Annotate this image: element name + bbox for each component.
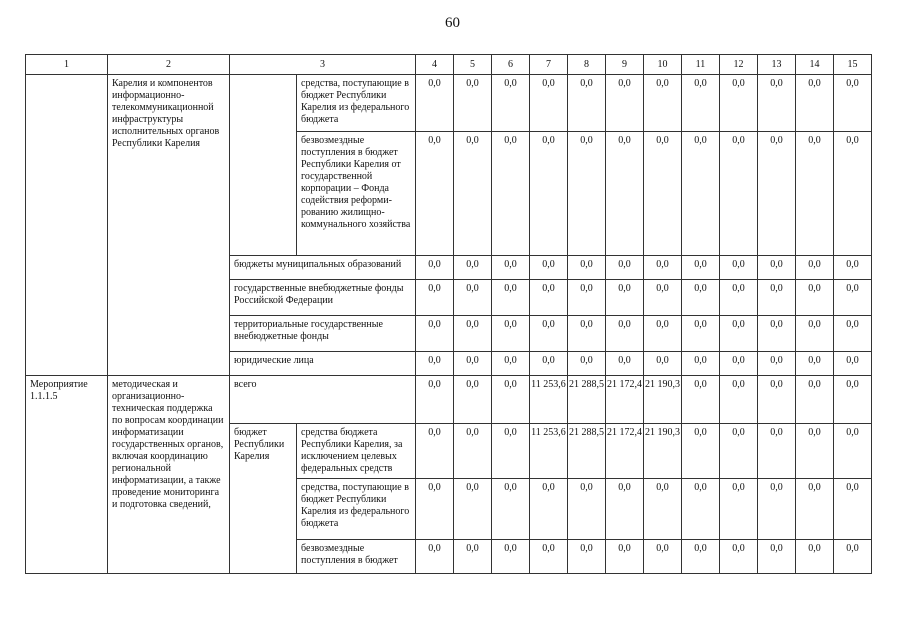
header-cell: 10	[644, 55, 682, 75]
header-cell: 9	[606, 55, 644, 75]
value-cell: 0,0	[454, 316, 492, 352]
value-cell: 0,0	[492, 424, 530, 479]
table-row	[26, 75, 872, 132]
source-label: всего	[230, 376, 416, 424]
value-cell: 0,0	[416, 540, 454, 574]
value-cell: 0,0	[644, 75, 682, 132]
value-cell: 0,0	[834, 280, 872, 316]
source-label: средства, поступающие в бюджет Республики Карелия из федерального бюджета	[297, 75, 416, 132]
source-label: средства, поступающие в бюджет Республики Карелия из федерального бюджета	[297, 479, 416, 540]
value-cell: 0,0	[454, 352, 492, 376]
value-cell: 0,0	[492, 256, 530, 280]
value-cell: 0,0	[644, 256, 682, 280]
value-cell: 0,0	[758, 132, 796, 256]
value-cell: 0,0	[796, 352, 834, 376]
value-cell: 0,0	[416, 75, 454, 132]
value-cell: 21 172,4	[606, 424, 644, 479]
value-cell: 0,0	[530, 316, 568, 352]
value-cell: 0,0	[796, 540, 834, 574]
value-cell: 0,0	[530, 479, 568, 540]
value-cell: 0,0	[682, 280, 720, 316]
value-cell: 0,0	[644, 479, 682, 540]
value-cell: 0,0	[530, 540, 568, 574]
table-row	[26, 376, 872, 424]
header-cell: 12	[720, 55, 758, 75]
value-cell: 0,0	[720, 316, 758, 352]
budget-cell	[230, 75, 297, 256]
value-cell: 0,0	[758, 280, 796, 316]
value-cell: 0,0	[492, 376, 530, 424]
value-cell: 0,0	[834, 316, 872, 352]
activity-cell: Мероприятие 1.1.1.5	[26, 376, 108, 574]
value-cell: 0,0	[834, 424, 872, 479]
value-cell: 0,0	[758, 376, 796, 424]
value-cell: 0,0	[720, 540, 758, 574]
value-cell: 11 253,6	[530, 376, 568, 424]
value-cell: 21 288,5	[568, 376, 606, 424]
value-cell: 0,0	[834, 479, 872, 540]
value-cell: 0,0	[568, 75, 606, 132]
value-cell: 0,0	[530, 256, 568, 280]
value-cell: 0,0	[834, 256, 872, 280]
value-cell: 0,0	[758, 75, 796, 132]
source-label: юридические лица	[230, 352, 416, 376]
value-cell: 0,0	[834, 376, 872, 424]
value-cell: 0,0	[530, 75, 568, 132]
value-cell: 21 288,5	[568, 424, 606, 479]
header-cell: 4	[416, 55, 454, 75]
value-cell: 0,0	[720, 280, 758, 316]
value-cell: 0,0	[644, 132, 682, 256]
value-cell: 0,0	[644, 540, 682, 574]
value-cell: 0,0	[758, 540, 796, 574]
header-cell: 1	[26, 55, 108, 75]
source-label: безвозмездные поступления в бюджет	[297, 540, 416, 574]
value-cell: 0,0	[568, 132, 606, 256]
header-cell: 13	[758, 55, 796, 75]
value-cell: 0,0	[758, 424, 796, 479]
value-cell: 0,0	[758, 316, 796, 352]
value-cell: 0,0	[758, 352, 796, 376]
source-label: средства бюджета Республики Карелия, за исключением целевых федеральных средств	[297, 424, 416, 479]
value-cell: 0,0	[720, 75, 758, 132]
header-row	[26, 55, 872, 75]
value-cell: 0,0	[492, 479, 530, 540]
value-cell: 0,0	[682, 132, 720, 256]
value-cell: 0,0	[416, 316, 454, 352]
value-cell: 0,0	[796, 424, 834, 479]
budget-table	[25, 54, 872, 574]
value-cell: 0,0	[796, 132, 834, 256]
value-cell: 0,0	[834, 540, 872, 574]
value-cell: 0,0	[492, 280, 530, 316]
description-cell: Карелия и компонентов информационно-телекоммуникационной инфраструктуры исполнительных органов Республики Карелия	[108, 75, 230, 376]
value-cell: 0,0	[568, 352, 606, 376]
value-cell: 0,0	[492, 132, 530, 256]
value-cell: 0,0	[454, 424, 492, 479]
value-cell: 0,0	[416, 132, 454, 256]
activity-cell	[26, 75, 108, 376]
value-cell: 0,0	[758, 256, 796, 280]
value-cell: 0,0	[682, 256, 720, 280]
page-number: 60	[445, 15, 460, 31]
description-cell: методическая и организационно-техническая поддержка по вопросам координации информатизации государственных органов, включая координацию региональной информатизации, а также проведение мониторинга и подготовка сведений,	[108, 376, 230, 574]
value-cell: 0,0	[796, 479, 834, 540]
value-cell: 0,0	[492, 352, 530, 376]
value-cell: 0,0	[682, 75, 720, 132]
value-cell: 0,0	[720, 376, 758, 424]
value-cell: 0,0	[606, 316, 644, 352]
source-label: государственные внебюджетные фонды Российской Федерации	[230, 280, 416, 316]
source-label: безвозмездные поступления в бюджет Республики Карелия от государственной корпорации – Фонда содействия реформи-рованию жилищно-коммунального хозяйства	[297, 132, 416, 256]
value-cell: 0,0	[568, 256, 606, 280]
value-cell: 0,0	[644, 280, 682, 316]
budget-cell: бюджет Республики Карелия	[230, 424, 297, 574]
value-cell: 0,0	[720, 132, 758, 256]
value-cell: 0,0	[606, 256, 644, 280]
source-label: территориальные государственные внебюджетные фонды	[230, 316, 416, 352]
value-cell: 21 172,4	[606, 376, 644, 424]
value-cell: 0,0	[416, 256, 454, 280]
source-label: бюджеты муниципальных образований	[230, 256, 416, 280]
value-cell: 0,0	[606, 352, 644, 376]
value-cell: 0,0	[682, 376, 720, 424]
header-cell: 8	[568, 55, 606, 75]
value-cell: 0,0	[492, 75, 530, 132]
value-cell: 0,0	[758, 479, 796, 540]
value-cell: 0,0	[416, 376, 454, 424]
value-cell: 0,0	[682, 316, 720, 352]
value-cell: 0,0	[454, 75, 492, 132]
value-cell: 0,0	[568, 479, 606, 540]
value-cell: 0,0	[720, 479, 758, 540]
header-cell: 2	[108, 55, 230, 75]
header-cell: 15	[834, 55, 872, 75]
value-cell: 0,0	[454, 540, 492, 574]
value-cell: 0,0	[606, 132, 644, 256]
header-cell: 5	[454, 55, 492, 75]
value-cell: 0,0	[492, 540, 530, 574]
value-cell: 0,0	[720, 256, 758, 280]
value-cell: 0,0	[530, 352, 568, 376]
value-cell: 0,0	[454, 479, 492, 540]
header-cell: 7	[530, 55, 568, 75]
value-cell: 0,0	[568, 316, 606, 352]
value-cell: 0,0	[796, 256, 834, 280]
value-cell: 0,0	[454, 132, 492, 256]
value-cell: 0,0	[682, 424, 720, 479]
value-cell: 0,0	[682, 479, 720, 540]
value-cell: 0,0	[606, 479, 644, 540]
value-cell: 0,0	[416, 280, 454, 316]
value-cell: 0,0	[682, 352, 720, 376]
value-cell: 0,0	[530, 280, 568, 316]
value-cell: 0,0	[606, 280, 644, 316]
value-cell: 0,0	[720, 352, 758, 376]
value-cell: 0,0	[454, 256, 492, 280]
value-cell: 0,0	[644, 316, 682, 352]
value-cell: 0,0	[834, 75, 872, 132]
value-cell: 0,0	[606, 75, 644, 132]
header-cell: 6	[492, 55, 530, 75]
value-cell: 0,0	[644, 352, 682, 376]
value-cell: 0,0	[796, 376, 834, 424]
value-cell: 0,0	[568, 280, 606, 316]
value-cell: 21 190,3	[644, 424, 682, 479]
value-cell: 0,0	[796, 75, 834, 132]
value-cell: 0,0	[796, 316, 834, 352]
header-cell: 14	[796, 55, 834, 75]
value-cell: 0,0	[834, 132, 872, 256]
value-cell: 0,0	[606, 540, 644, 574]
value-cell: 0,0	[454, 376, 492, 424]
value-cell: 0,0	[492, 316, 530, 352]
value-cell: 0,0	[530, 132, 568, 256]
value-cell: 0,0	[416, 424, 454, 479]
value-cell: 0,0	[454, 280, 492, 316]
header-cell: 11	[682, 55, 720, 75]
value-cell: 0,0	[568, 540, 606, 574]
value-cell: 0,0	[796, 280, 834, 316]
value-cell: 0,0	[834, 352, 872, 376]
value-cell: 0,0	[416, 479, 454, 540]
value-cell: 0,0	[720, 424, 758, 479]
value-cell: 11 253,6	[530, 424, 568, 479]
value-cell: 0,0	[416, 352, 454, 376]
value-cell: 21 190,3	[644, 376, 682, 424]
value-cell: 0,0	[682, 540, 720, 574]
header-cell: 3	[230, 55, 416, 75]
